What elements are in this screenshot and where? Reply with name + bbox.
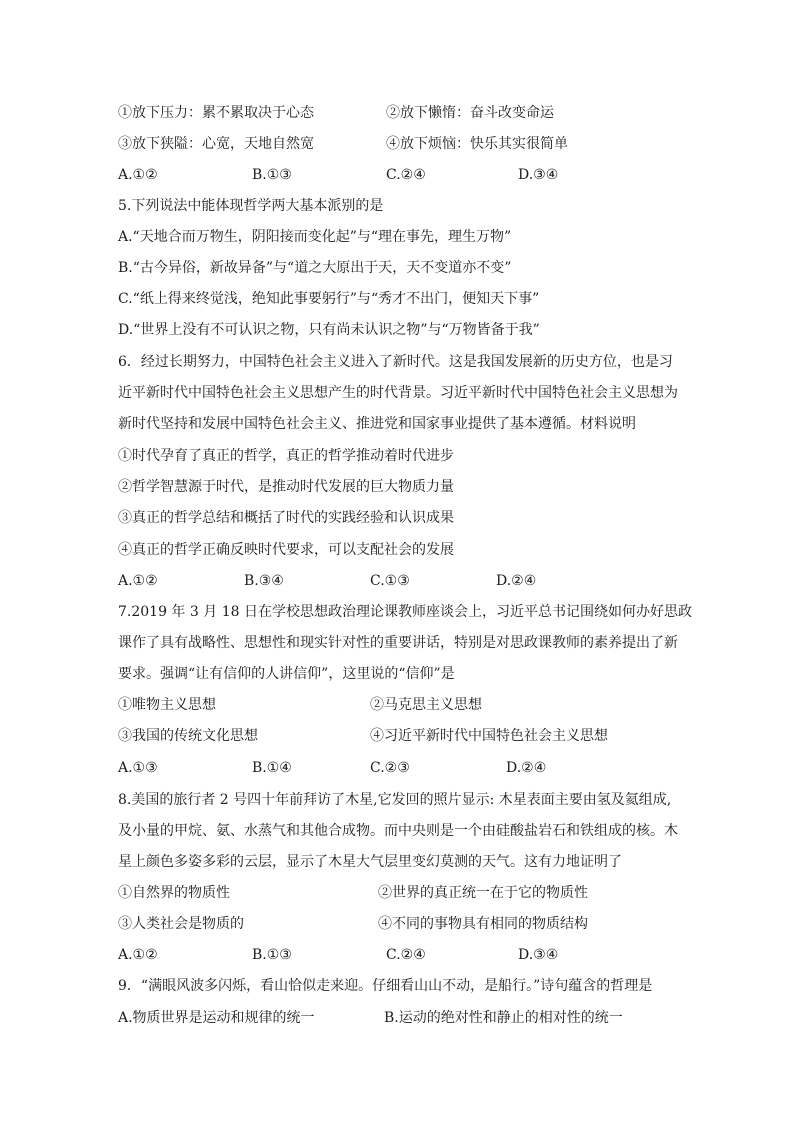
q7-choices <box>118 758 678 778</box>
q6-choice-b: B.③④ <box>244 573 284 589</box>
q7-option-4: ④习近平新时代中国特色社会主义思想 <box>370 728 608 744</box>
q6-choice-c: C.①③ <box>370 573 410 589</box>
q6-stem-line-2: 近平新时代中国特色社会主义思想产生的时代背景。习近平新时代中国特色社会主义思想为 <box>118 385 678 401</box>
q8-option-4: ④不同的事物具有相同的物质结构 <box>378 916 588 932</box>
q8-option-row-2 <box>118 914 678 934</box>
q9-option-b: B.运动的绝对性和静止的相对性的统一 <box>384 1010 623 1026</box>
q4-choice-d: D.③④ <box>518 167 559 183</box>
q4-option-row-1 <box>118 103 678 123</box>
q5-option-c: C.“纸上得来终觉浅，绝知此事要躬行”与“秀才不出门，便知天下事” <box>118 291 540 307</box>
q4-option-row-2 <box>118 134 678 154</box>
q4-choice-b: B.①③ <box>252 167 292 183</box>
q7-choice-a: A.①③ <box>118 760 158 776</box>
q7-choice-b: B.①④ <box>252 760 292 776</box>
q4-option-2: ②放下懒惰：奋斗改变命运 <box>386 105 554 121</box>
q7-choice-d: D.②④ <box>506 760 547 776</box>
q6-stem-line-1: 6．经过长期努力，中国特色社会主义进入了新时代。这是我国发展新的历史方位，也是习 <box>118 354 673 370</box>
q5-option-d: D.“世界上没有不可认识之物，只有尚未认识之物”与“万物皆备于我” <box>118 322 540 338</box>
q8-choices <box>118 945 678 965</box>
q6-item-2: ②哲学智慧源于时代，是推动时代发展的巨大物质力量 <box>118 479 454 495</box>
q9-option-a: A.物质世界是运动和规律的统一 <box>118 1010 315 1026</box>
q6-stem-line-3: 新时代坚持和发展中国特色社会主义、推进党和国家事业提供了基本遵循。材料说明 <box>118 416 636 432</box>
q7-option-2: ②马克思主义思想 <box>370 697 482 713</box>
q8-stem-line-2: 及小量的甲烷、氨、水蒸气和其他合成物。而中央则是一个由硅酸盐岩石和铁组成的核。木 <box>118 823 678 839</box>
q8-option-2: ②世界的真正统一在于它的物质性 <box>378 885 588 901</box>
q6-choice-a: A.①② <box>118 573 158 589</box>
q6-item-1: ①时代孕育了真正的哲学，真正的哲学推动着时代进步 <box>118 448 454 464</box>
q6-item-3: ③真正的哲学总结和概括了时代的实践经验和认识成果 <box>118 510 454 526</box>
q8-choice-c: C.②④ <box>386 947 426 963</box>
q7-stem-line-2: 课作了具有战略性、思想性和现实针对性的重要讲话，特别是对思政课教师的素养提出了新 <box>118 635 678 651</box>
q4-choice-a: A.①② <box>118 167 158 183</box>
q7-choice-c: C.②③ <box>370 760 410 776</box>
q8-option-3: ③人类社会是物质的 <box>118 916 244 932</box>
q9-option-row <box>118 1008 678 1028</box>
q8-choice-a: A.①② <box>118 947 158 963</box>
q8-option-row-1 <box>118 883 678 903</box>
q5-option-a: A.“天地合而万物生，阴阳接而变化起”与“理在事先，理生万物” <box>118 229 512 245</box>
q4-option-4: ④放下烦恼：快乐其实很简单 <box>386 136 568 152</box>
q4-option-1: ①放下压力：累不累取决于心态 <box>118 105 314 121</box>
q4-choices <box>118 165 678 185</box>
q6-choice-d: D.②④ <box>496 573 537 589</box>
q6-choices <box>118 571 678 591</box>
q8-stem-line-3: 星上颜色多姿多彩的云层，显示了木星大气层里变幻莫测的天气。这有力地证明了 <box>118 854 622 870</box>
q4-option-3: ③放下狭隘：心宽，天地自然宽 <box>118 136 314 152</box>
q7-option-1: ①唯物主义思想 <box>118 697 216 713</box>
q4-choice-c: C.②④ <box>386 167 426 183</box>
q7-stem-line-1: 7.2019 年 3 月 18 日在学校思想政治理论课教师座谈会上，习近平总书记围绕如何办好思政 <box>118 604 692 620</box>
q6-item-4: ④真正的哲学正确反映时代要求，可以支配社会的发展 <box>118 542 454 558</box>
q7-stem-line-3: 要求。强调“让有信仰的人讲信仰”，这里说的“信仰”是 <box>118 666 455 682</box>
q7-option-3: ③我国的传统文化思想 <box>118 728 258 744</box>
q5-stem: 5.下列说法中能体现哲学两大基本派别的是 <box>118 198 384 214</box>
q7-option-row-1 <box>118 695 678 715</box>
q8-option-1: ①自然界的物质性 <box>118 885 230 901</box>
q8-stem-line-1: 8.美国的旅行者 2 号四十年前拜访了木星,它发回的照片显示: 木星表面主要由氢及氦组成, <box>118 792 672 808</box>
q7-option-row-2 <box>118 726 678 746</box>
q9-stem: 9．“满眼风波多闪烁，看山恰似走来迎。仔细看山山不动，是船行。”诗句蕴含的哲理是 <box>118 978 653 994</box>
q8-choice-b: B.①③ <box>252 947 292 963</box>
q5-option-b: B.“古今异俗，新故异备”与“道之大原出于天，天不变道亦不变” <box>118 260 512 276</box>
q8-choice-d: D.③④ <box>518 947 559 963</box>
